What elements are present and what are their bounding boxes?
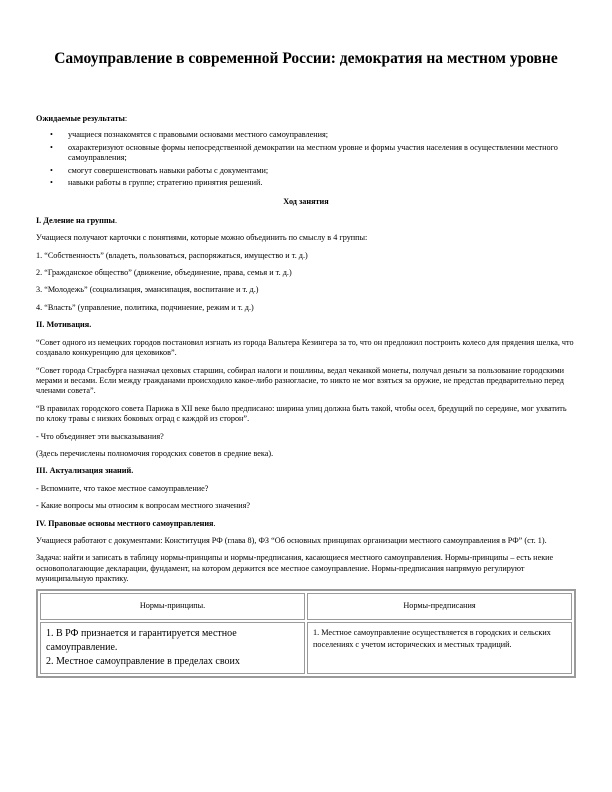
principle-item: 1. В РФ признается и гарантируется местное самоуправление. (46, 628, 237, 653)
prescription-item: 1. Местное самоуправление осуществляется в городских и сельских поселениях с учетом исторических и местных традиций. (313, 628, 551, 649)
table-header-principles: Нормы-принципы. (40, 593, 305, 620)
expected-results-heading (36, 114, 576, 124)
section4-heading-period: . (213, 518, 216, 528)
list-item: • навыки работы в группе; стратегию принятия решений. (68, 178, 576, 188)
list-item: • охарактеризуют основные формы непосредственной демократии на местном уровне и формы участия населения в осуществлении местного самоуправления; (68, 143, 576, 164)
table-row (40, 622, 572, 674)
group-item: 1. “Собственность” (владеть, пользоваться, распоряжаться, имущество и т. д.) (36, 250, 308, 260)
principle-item: 2. Местное самоуправление в пределах своих (46, 656, 240, 667)
group-item: 3. “Молодежь” (социализация, эмансипация, воспитание и т. д.) (36, 285, 259, 295)
norms-table (36, 589, 576, 678)
list-item: • учащиеся познакомятся с правовыми основами местного самоуправления; (68, 130, 576, 140)
quote-paragraph: “Совет города Страсбурга назначал цеховых старшин, собирал налоги и пошлины, ведал чеканкой монеты, получал деньги за пользование городскими мерами и весами. Если между гражданами происходило какое-либо разногласие, то никто не мог взяться за оружие, не представ предварительно перед членами совета”. (36, 365, 565, 396)
section1-heading-text: I. Деление на группы (36, 215, 115, 225)
expected-results-heading-colon: : (124, 114, 128, 123)
task-paragraph: Задача: найти и записать в таблицу нормы-принципы и нормы-предписания, касающиеся местного самоуправления. Нормы-принципы – есть некие основополагающие декларации, фундамент, на котором держится все местное самоуправление. Нормы-предписания напрямую регулируют муниципальную практику. (36, 553, 554, 584)
expected-results-heading-text: Ожидаемые результаты (36, 114, 125, 123)
question-paragraph: - Какие вопросы мы относим к вопросам местного значения? (36, 501, 251, 511)
prescriptions-cell (307, 622, 572, 674)
section1-heading (36, 216, 576, 226)
table-header-row (40, 593, 572, 620)
section4-heading-text: IV. Правовые основы местного самоуправления (36, 518, 214, 528)
principles-cell (40, 622, 305, 674)
section1-heading-period: . (114, 215, 117, 225)
note-paragraph: (Здесь перечислены полномочия городских советов в средние века). (36, 448, 274, 458)
section2-heading: II. Мотивация. (36, 320, 92, 330)
section4-heading (36, 519, 576, 529)
section3-heading: III. Актуализация знаний. (36, 466, 134, 476)
expected-results-list (36, 130, 576, 188)
group-item: 2. “Гражданское общество” (движение, объединение, права, семья и т. д.) (36, 268, 292, 278)
section1-intro: Учащиеся получают карточки с понятиями, которые можно объединить по смыслу в 4 группы: (36, 233, 368, 243)
document-title: Самоуправление в современной России: демократия на местном уровне (54, 50, 558, 67)
list-item: • смогут совершенствовать навыки работы с документами; (68, 166, 576, 176)
table-header-prescriptions: Нормы-предписания (307, 593, 572, 620)
question-paragraph: - Вспомните, что такое местное самоуправление? (36, 483, 209, 493)
quote-paragraph: “В правилах городского совета Парижа в XII веке было предписано: ширина улиц должна быть такой, чтобы осел, бредущий по середине, мог ухватить по клоку травы с низких боковых оград с каждой из сторон”. (36, 403, 567, 424)
question-paragraph: - Что объединяет эти высказывания? (36, 431, 164, 441)
lesson-heading: Ход занятия (283, 197, 329, 207)
group-item: 4. “Власть” (управление, политика, подчинение, режим и т. д.) (36, 302, 254, 312)
document-body (36, 114, 576, 678)
documents-paragraph: Учащиеся работают с документами: Конституция РФ (глава 8), ФЗ “Об основных принципах организации местного самоуправления в РФ” (ст. 1). (36, 535, 547, 545)
quote-paragraph: “Совет одного из немецких городов постановил изгнать из города Вальтера Кезингера за то, что он предложил построить колесо для прядения шелка, что создавало конкуренцию для цеховиков”. (36, 337, 574, 358)
